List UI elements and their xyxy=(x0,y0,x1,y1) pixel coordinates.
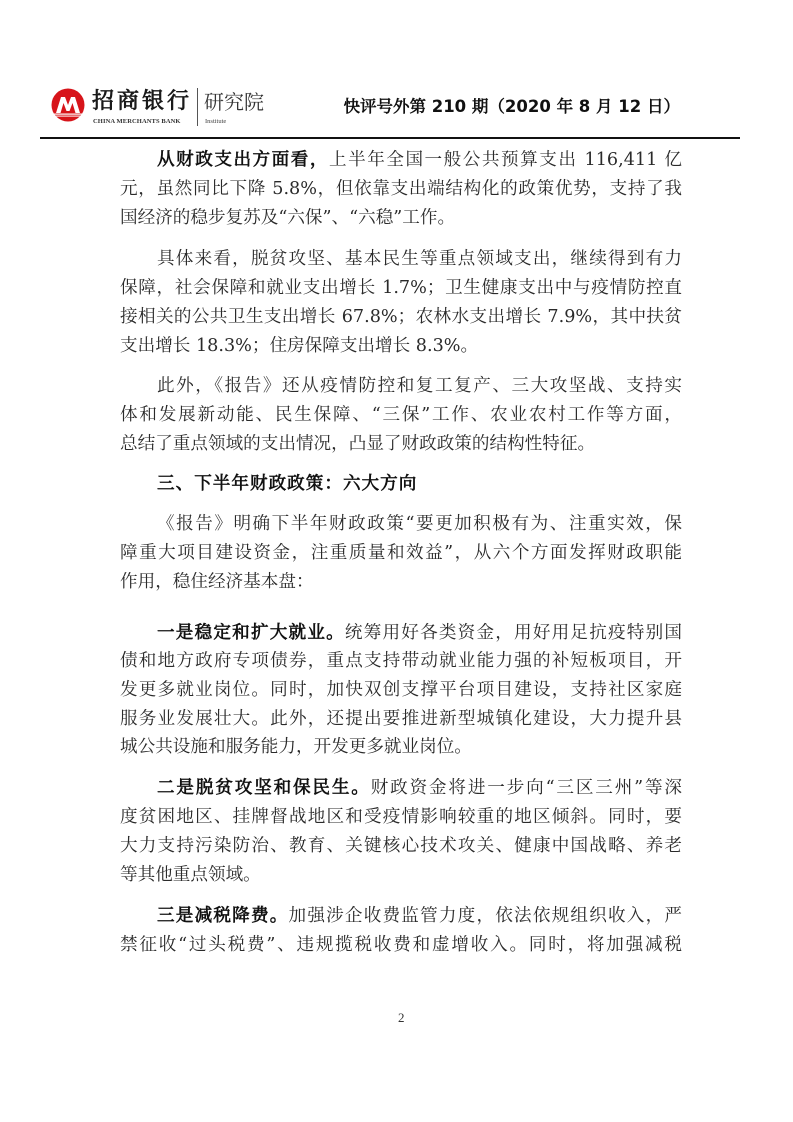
paragraph-line: 一是稳定和扩大就业。统筹用好各类资金，用好用足抗疫特别国 xyxy=(157,623,682,643)
paragraph-line: 作用，稳住经济基本盘： xyxy=(120,572,314,592)
paragraph-line: 服务业发展壮大。此外，还提出要推进新型城镇化建设，大力提升县 xyxy=(120,709,682,729)
section-heading: 三、下半年财政政策：六大方向 xyxy=(157,474,418,494)
paragraph-line: 债和地方政府专项债券，重点支持带动就业能力强的补短板项目，开 xyxy=(120,651,682,671)
paragraph-line: 此外，《报告》还从疫情防控和复工复产、三大攻坚战、支持实 xyxy=(157,376,682,396)
paragraph-line: 总结了重点领域的支出情况，凸显了财政政策的结构性特征。 xyxy=(120,434,596,454)
issue-title: 快评号外第 210 期（2020 年 8 月 12 日） xyxy=(343,97,680,116)
page-number: 2 xyxy=(398,1010,405,1025)
paragraph-line: 接相关的公共卫生支出增长 67.8%；农林水支出增长 7.9%，其中扶贫 xyxy=(120,307,682,327)
page-header xyxy=(0,0,793,140)
paragraph-line: 发更多就业岗位。同时，加快双创支撑平台项目建设，支持社区家庭 xyxy=(120,680,682,700)
paragraph-line: 等其他重点领域。 xyxy=(120,865,261,885)
paragraph-lead: 三是减税降费。 xyxy=(157,906,289,926)
paragraph-line: 从财政支出方面看，上半年全国一般公共预算支出 116,411 亿 xyxy=(157,150,682,170)
paragraph-line: 国经济的稳步复苏及“六保”、“六稳”工作。 xyxy=(120,208,456,228)
paragraph-line: 障重大项目建设资金，注重质量和效益”，从六个方面发挥财政职能 xyxy=(120,543,682,563)
logo-divider xyxy=(197,88,198,126)
paragraph-line: 二是脱贫攻坚和保民生。财政资金将进一步向“三区三州”等深 xyxy=(157,778,682,798)
paragraph-lead: 一是稳定和扩大就业。 xyxy=(157,623,345,643)
paragraph-line: 大力支持污染防治、教育、关键核心技术攻关、健康中国战略、养老 xyxy=(120,836,682,856)
paragraph-line: 禁征收“过头税费”、违规揽税收费和虚增收入。同时，将加强减税 xyxy=(120,935,682,955)
paragraph-lead: 二是脱贫攻坚和保民生。 xyxy=(157,778,371,798)
paragraph-line: 城公共设施和服务能力，开发更多就业岗位。 xyxy=(120,737,472,757)
institute-name-en: Institute xyxy=(205,118,227,125)
header-rule xyxy=(40,137,740,139)
bank-name-cn: 招商银行 xyxy=(92,89,193,114)
paragraph-lead: 从财政支出方面看， xyxy=(157,150,329,170)
bank-name-en: CHINA MERCHANTS BANK xyxy=(93,118,181,125)
institute-name-cn: 研究院 xyxy=(204,90,264,114)
paragraph-line: 具体来看，脱贫攻坚、基本民生等重点领域支出，继续得到有力 xyxy=(157,249,682,269)
cmb-logo-icon xyxy=(51,88,85,122)
paragraph-line: 度贫困地区、挂牌督战地区和受疫情影响较重的地区倾斜。同时，要 xyxy=(120,807,682,827)
paragraph-line: 保障，社会保障和就业支出增长 1.7%；卫生健康支出中与疫情防控直 xyxy=(120,278,682,298)
paragraph-line: 体和发展新动能、民生保障、“三保”工作、农业农村工作等方面， xyxy=(120,405,682,425)
paragraph-line: 元，虽然同比下降 5.8%，但依靠支出端结构化的政策优势，支持了我 xyxy=(120,179,682,199)
paragraph-line: 三是减税降费。加强涉企收费监管力度，依法依规组织收入，严 xyxy=(157,906,682,926)
paragraph-line: 支出增长 18.3%；住房保障支出增长 8.3%。 xyxy=(120,336,479,356)
paragraph-line: 《报告》明确下半年财政政策“要更加积极有为、注重实效，保 xyxy=(157,514,682,534)
